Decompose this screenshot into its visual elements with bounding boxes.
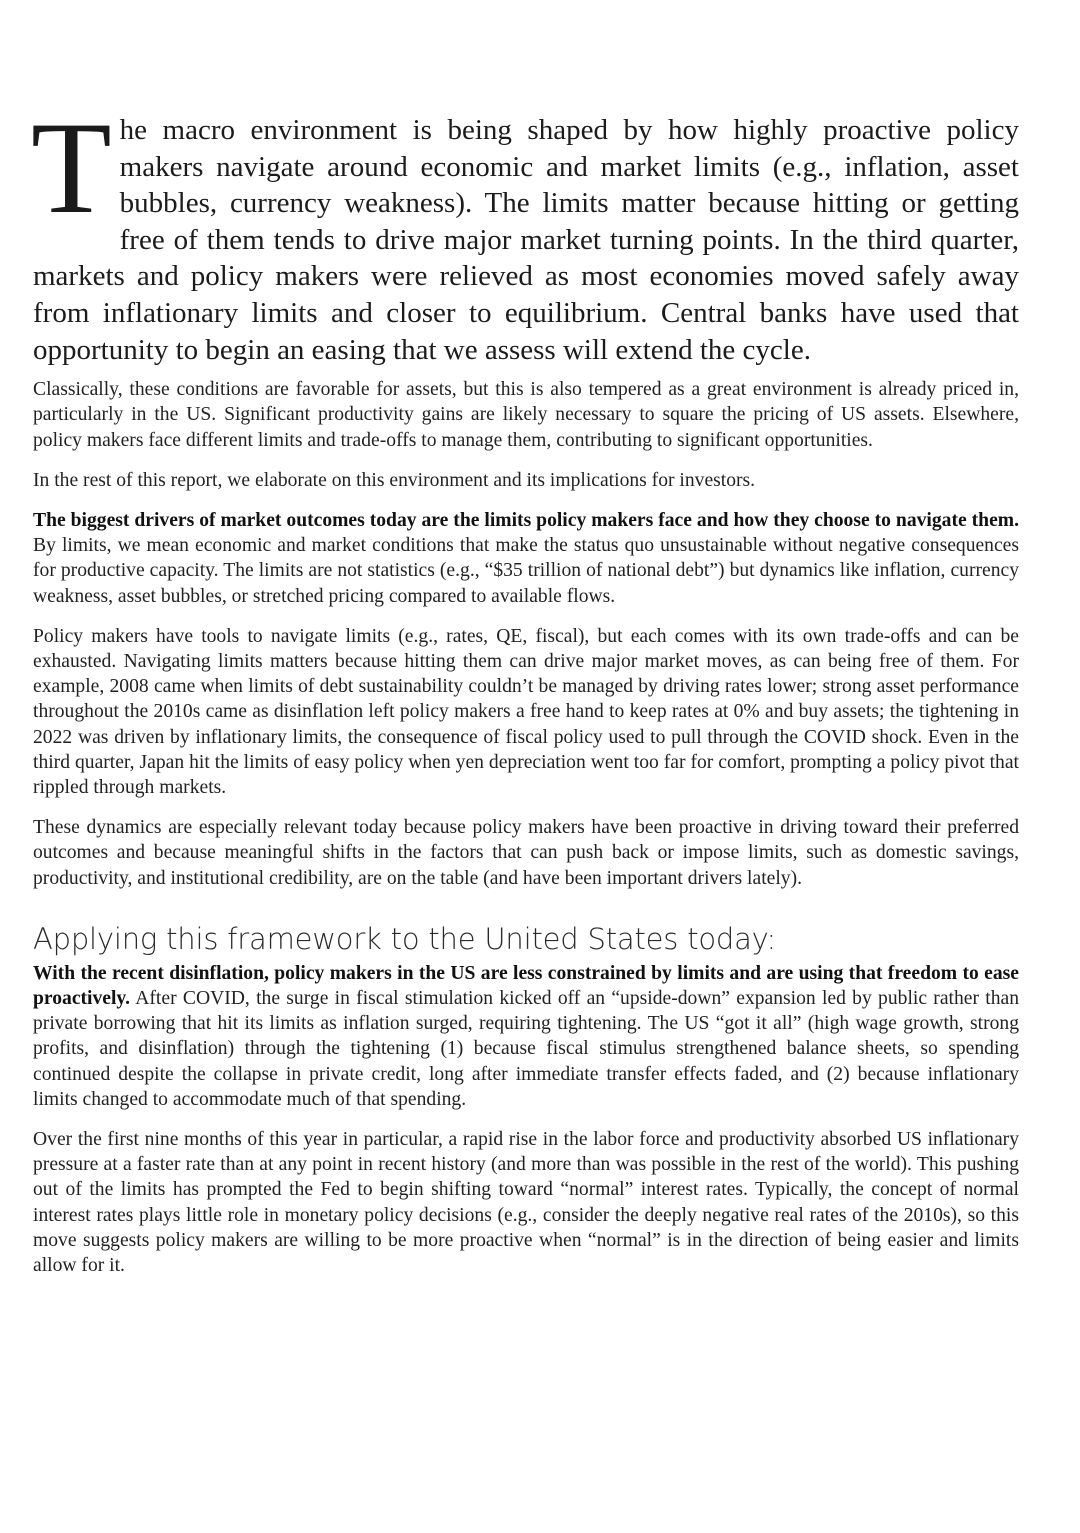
section-paragraph-2 (33, 1127, 1019, 1278)
intro-text: he macro environment is being shaped by how highly proactive policy makers navigate around economic and market limits (e.g., inflation, asset bubbles, currency weakness). The limits matter because hitting or getting free of them tends to drive major market turning points. In the third quarter, markets and policy makers were relieved as most economies moved safely away from inflationary limits and closer to equilibrium. Central banks have used that opportunity to begin an easing that we assess will extend the cycle. (33, 114, 1019, 366)
paragraph-lead-in: With the recent disinflation, policy makers in the US are less constrained by limits and are using that freedom to ease proactively. (33, 962, 1019, 1010)
paragraph-text: Over the first nine months of this year in particular, a rapid rise in the labor force and productivity absorbed US inflationary pressure at a faster rate than at any point in recent history (and more than was possible in the rest of the world). This pushing out of the limits has prompted the Fed to begin shifting toward “normal” interest rates. Typically, the concept of normal interest rates plays little role in monetary policy decisions (e.g., consider the deeply negative real rates of the 2010s), so this move suggests policy makers are willing to be more proactive when “normal” is in the direction of being easier and limits allow for it. (33, 1129, 1019, 1277)
paragraph-text: These dynamics are especially relevant today because policy makers have been proactive in driving toward their preferred outcomes and because meaningful shifts in the factors that can push back or impose limits, such as domestic savings, productivity, and institutional credibility, are on the table (and have been important drivers lately). (33, 817, 1019, 889)
paragraph-text: Classically, these conditions are favorable for assets, but this is also tempered as a great environment is already priced in, particularly in the US. Significant productivity gains are likely necessary to square the pricing of US assets. Elsewhere, policy makers face different limits and trade-offs to manage them, contributing to significant opportunities. (33, 379, 1019, 451)
section-heading: Applying this framework to the United States today: (33, 921, 777, 956)
paragraph-lead-in: The biggest drivers of market outcomes today are the limits policy makers face and how they choose to navigate them. (33, 509, 1019, 531)
drop-cap: T (31, 94, 112, 241)
paragraph-text: After COVID, the surge in fiscal stimulation kicked off an “upside-down” expansion led by public rather than private borrowing that hit its limits as inflation surged, requiring tightening. The US “got it all” (high wage growth, strong profits, and disinflation) through the tightening (1) because fiscal stimulus strengthened balance sheets, so spending continued despite the collapse in private credit, long after immediate transfer effects faded, and (2) because inflationary limits changed to accommodate much of that spending. (33, 988, 1019, 1110)
section-paragraph-1 (33, 961, 1019, 1112)
paragraph-text: By limits, we mean economic and market conditions that make the status quo unsustainable without negative consequences for productive capacity. The limits are not statistics (e.g., “$35 trillion of national debt”) but dynamics like inflation, currency weakness, asset bubbles, or stretched pricing compared to available flows. (33, 535, 1019, 607)
body-paragraph-3 (33, 508, 1019, 609)
body-paragraph-4 (33, 624, 1019, 800)
body-paragraph-2 (33, 468, 1019, 493)
paragraph-text: In the rest of this report, we elaborate on this environment and its implications for investors. (33, 469, 756, 491)
paragraph-text: Policy makers have tools to navigate limits (e.g., rates, QE, fiscal), but each comes with its own trade-offs and can be exhausted. Navigating limits matters because hitting them can drive major market moves, as can being free of them. For example, 2008 came when limits of debt sustainability couldn’t be managed by driving rates lower; strong asset performance throughout the 2010s came as disinflation left policy makers a free hand to keep rates at 0% and buy assets; the tightening in 2022 was driven by inflationary limits, the consequence of fiscal policy used to pull through the COVID shock. Even in the third quarter, Japan hit the limits of easy policy when yen depreciation went too far for comfort, prompting a policy pivot that rippled through markets. (33, 625, 1019, 798)
body-paragraph-5 (33, 815, 1019, 891)
intro-paragraph (31, 94, 1019, 368)
body-paragraph-1 (33, 377, 1019, 453)
document-page (31, 94, 1019, 1293)
